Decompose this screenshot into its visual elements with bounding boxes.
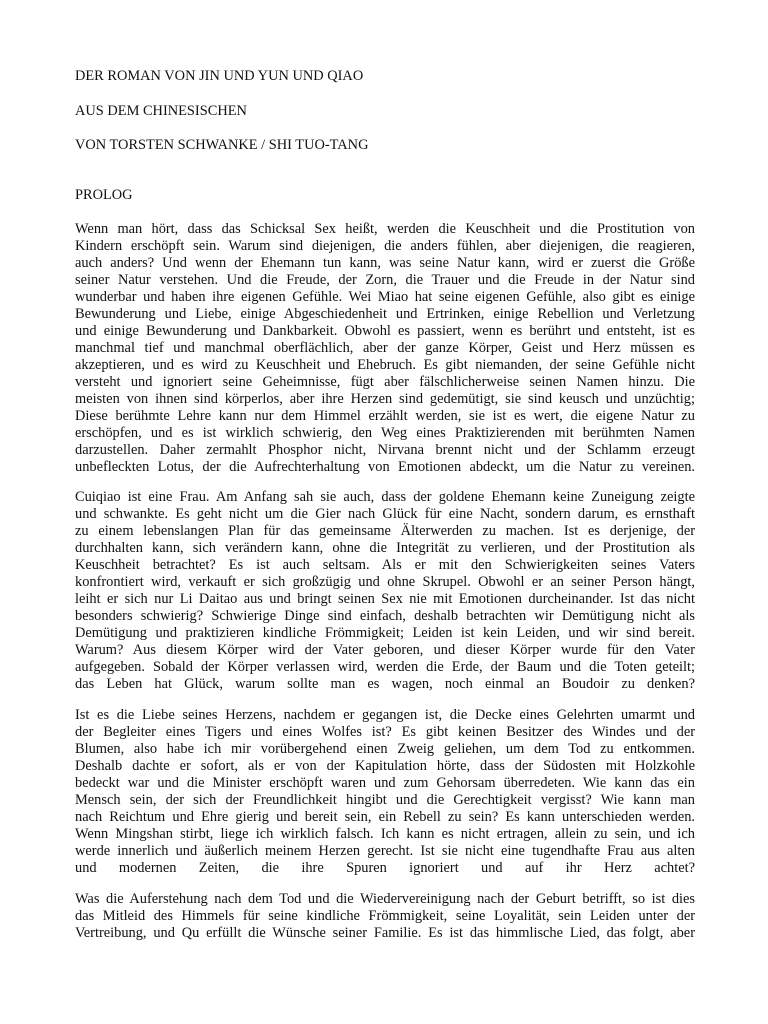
document-author: VON TORSTEN SCHWANKE / SHI TUO-TANG: [75, 137, 369, 153]
text-line: Wenn man hört, dass das Schicksal Sex heißt, werden die Keuschheit und die Prostitution von: [75, 221, 695, 237]
text-line: Was die Auferstehung nach dem Tod und die Wiedervereinigung nach der Geburt betrifft, so ist dies: [75, 891, 695, 907]
text-line: versteht und ignoriert seine Geheimnisse, fügt aber fälschlicherweise seinen Namen hinzu. Die: [75, 374, 695, 390]
text-line: darzustellen. Daher zermahlt Phosphor nicht, Nirvana brennt nicht und der Schlamm erzeugt: [75, 442, 695, 458]
text-line: Diese berühmte Lehre kann nur dem Himmel erzählt werden, sie ist es wert, die eigene Natur zu: [75, 408, 695, 424]
text-line: meisten von ihnen sind körperlos, aber ihre Herzen sind gedemütigt, sie sind keusch und unzüchtig;: [75, 391, 695, 407]
text-line: aufgegeben. Sobald der Körper verlassen wird, werden die Erde, der Baum und die Toten geteilt;: [75, 659, 695, 675]
document-title: DER ROMAN VON JIN UND YUN UND QIAO: [75, 68, 364, 84]
paragraph-2: [75, 489, 695, 693]
paragraph-4: [75, 891, 695, 942]
section-heading: PROLOG: [75, 187, 133, 203]
text-line: erschöpfen, und es ist wirklich schwierig, den Weg eines Praktizierenden mit berühmten Namen: [75, 425, 695, 441]
document-subtitle: AUS DEM CHINESISCHEN: [75, 103, 247, 119]
text-line: seiner Natur verstehen. Und die Freude, der Zorn, die Trauer und die Freude in der Natur sind: [75, 272, 695, 288]
text-line: Wenn Mingshan stirbt, liege ich wirklich falsch. Ich kann es nicht ertragen, allein zu sein, und ich: [75, 826, 695, 842]
text-line: Bewunderung und Liebe, einige Abgeschiedenheit und Ertrinken, einige Rebellion und Verletzung: [75, 306, 695, 322]
paragraph-3: [75, 707, 695, 877]
text-line: werde innerlich und äußerlich meinem Herzen gerecht. Ist sie nicht eine tugendhafte Frau aus alten: [75, 843, 695, 859]
text-line: das Mitleid des Himmels für seine kindliche Frömmigkeit, seine Loyalität, sein Leiden unter der: [75, 908, 695, 924]
paragraph-1: [75, 221, 695, 476]
text-line: zu einem lebenslangen Plan für das gemeinsame Älterwerden zu machen. Ist es derjenige, der: [75, 523, 695, 539]
text-line: Demütigung und praktizieren kindliche Frömmigkeit; Leiden ist kein Leiden, und wir sind bereit.: [75, 625, 695, 641]
text-line: Deshalb dachte er sofort, als er von der Kapitulation hörte, dass der Südosten mit Holzkohle: [75, 758, 695, 774]
text-line: nach Reichtum und Ehre gierig und bereit sein, ein Rebell zu sein? Es kann unterschieden werden.: [75, 809, 695, 825]
text-line: und einige Bewunderung und Dankbarkeit. Obwohl es passiert, wenn es berührt und entsteht, ist es: [75, 323, 695, 339]
text-line: Kindern erschöpft sein. Warum sind diejenigen, die anders fühlen, aber diejenigen, die reagieren,: [75, 238, 695, 254]
text-line: und schwankte. Es geht nicht um die Gier nach Glück für eine Nacht, sondern darum, es ernsthaft: [75, 506, 695, 522]
text-line: der Begleiter eines Tigers und eines Wolfes ist? Es gibt keinen Besitzer des Windes und der: [75, 724, 695, 740]
text-line: besonders schwierig? Schwierige Dinge sind einfach, deshalb betrachten wir Demütigung nicht als: [75, 608, 695, 624]
text-line: leiht er sich nur Li Daitao aus und bringt seinen Sex nie mit Emotionen durcheinander. Ist das nicht: [75, 591, 695, 607]
text-line: und modernen Zeiten, die ihre Spuren ignoriert und auf ihr Herz achtet?: [75, 860, 695, 876]
text-line: das Leben hat Glück, warum sollte man es wagen, noch einmal an Boudoir zu denken?: [75, 676, 695, 692]
text-line: akzeptieren, und es wird zu Keuschheit und Ehebruch. Es gibt niemanden, der seine Gefühle nicht: [75, 357, 695, 373]
text-line: durchhalten kann, sich verändern kann, ohne die Integrität zu verlieren, und der Prostitution als: [75, 540, 695, 556]
text-line: Mensch sein, der sich der Freundlichkeit hingibt und die Gerechtigkeit vergisst? Wie kann man: [75, 792, 695, 808]
text-line: wunderbar und haben ihre eigenen Gefühle. Wei Miao hat seine eigenen Gefühle, also gibt es einige: [75, 289, 695, 305]
text-line: Blumen, also habe ich mir vorübergehend einen Zweig geliehen, um dem Tod zu entkommen.: [75, 741, 695, 757]
text-line: bedeckt war und die Minister erschöpft waren und zum Gehorsam überredeten. Wie kann das ein: [75, 775, 695, 791]
text-line: Ist es die Liebe seines Herzens, nachdem er gegangen ist, die Decke eines Gelehrten umarmt und: [75, 707, 695, 723]
text-line: Keuschheit betrachtet? Es ist auch seltsam. Als er mit den Schwierigkeiten seines Vaters: [75, 557, 695, 573]
text-line: Cuiqiao ist eine Frau. Am Anfang sah sie auch, dass der goldene Ehemann keine Zuneigung zeigte: [75, 489, 695, 505]
text-line: manchmal tief und manchmal oberflächlich, aber der ganze Körper, Geist und Herz müssen es: [75, 340, 695, 356]
text-line: Vertreibung, und Qu erfüllt die Wünsche seiner Familie. Es ist das himmlische Lied, das folgt, aber: [75, 925, 695, 941]
text-line: konfrontiert wird, verkauft er sich großzügig und ohne Skrupel. Obwohl er an seiner Person hängt,: [75, 574, 695, 590]
text-line: Warum? Aus diesem Körper wird der Vater geboren, und dieser Körper wurde für den Vater: [75, 642, 695, 658]
text-line: unbefleckten Lotus, der die Aufrechterhaltung von Emotionen abdeckt, um die Natur zu vereinen.: [75, 459, 695, 475]
text-line: auch anders? Und wenn der Ehemann tun kann, was seine Natur kann, wird er zuerst die Größe: [75, 255, 695, 271]
